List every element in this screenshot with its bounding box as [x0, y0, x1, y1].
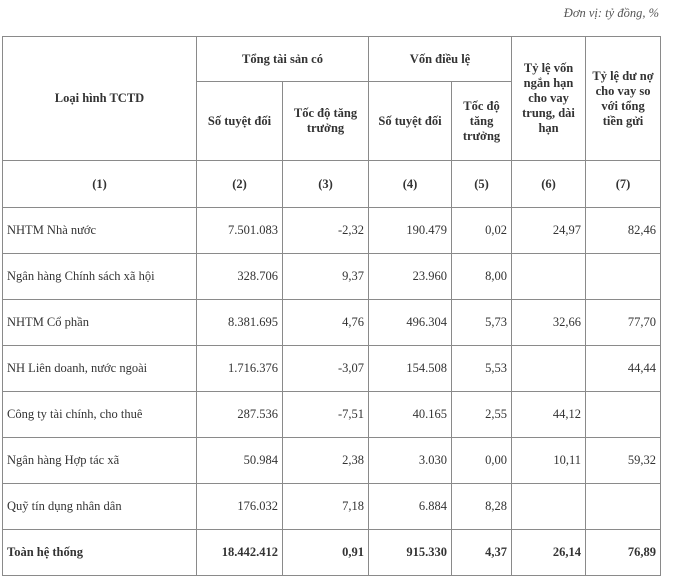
cell: 0,91: [283, 530, 369, 576]
cell: 4,37: [452, 530, 512, 576]
cell: [512, 254, 586, 300]
cell: 915.330: [369, 530, 452, 576]
cell: 59,32: [586, 438, 661, 484]
header-ratio-loans-deposits: Tỷ lệ dư nợ cho vay so với tổng tiền gửi: [586, 37, 661, 161]
cell: 32,66: [512, 300, 586, 346]
cell: 40.165: [369, 392, 452, 438]
table-row: [3, 300, 661, 346]
cell: 24,97: [512, 208, 586, 254]
cell: 5,53: [452, 346, 512, 392]
column-index: (4): [369, 161, 452, 208]
cell: 6.884: [369, 484, 452, 530]
table-row: [3, 484, 661, 530]
credit-institutions-table: [2, 36, 661, 576]
cell: 328.706: [197, 254, 283, 300]
cell: 77,70: [586, 300, 661, 346]
header-charter-capital: Vốn điều lệ: [369, 37, 512, 82]
cell: 3.030: [369, 438, 452, 484]
cell: -3,07: [283, 346, 369, 392]
cell: 10,11: [512, 438, 586, 484]
cell: 82,46: [586, 208, 661, 254]
header-absolute: Số tuyệt đối: [369, 82, 452, 161]
cell: 190.479: [369, 208, 452, 254]
header-total-assets: Tổng tài sản có: [197, 37, 369, 82]
cell: 0,00: [452, 438, 512, 484]
cell: 287.536: [197, 392, 283, 438]
row-name: Công ty tài chính, cho thuê: [3, 392, 197, 438]
column-index: (6): [512, 161, 586, 208]
column-index: (5): [452, 161, 512, 208]
table-row: [3, 346, 661, 392]
cell: 1.716.376: [197, 346, 283, 392]
cell: 2,38: [283, 438, 369, 484]
header-absolute: Số tuyệt đối: [197, 82, 283, 161]
column-index-row: [3, 161, 661, 208]
table-row: [3, 438, 661, 484]
row-name: NHTM Nhà nước: [3, 208, 197, 254]
table-row: [3, 254, 661, 300]
cell: -7,51: [283, 392, 369, 438]
row-name: Toàn hệ thống: [3, 530, 197, 576]
cell: [586, 484, 661, 530]
cell: 8.381.695: [197, 300, 283, 346]
cell: 176.032: [197, 484, 283, 530]
row-name: Ngân hàng Chính sách xã hội: [3, 254, 197, 300]
row-name: Quỹ tín dụng nhân dân: [3, 484, 197, 530]
cell: 44,12: [512, 392, 586, 438]
cell: 0,02: [452, 208, 512, 254]
cell: [512, 484, 586, 530]
cell: 8,28: [452, 484, 512, 530]
cell: 8,00: [452, 254, 512, 300]
table-row: [3, 392, 661, 438]
cell: 154.508: [369, 346, 452, 392]
row-name: NH Liên doanh, nước ngoài: [3, 346, 197, 392]
column-index: (1): [3, 161, 197, 208]
cell: [586, 254, 661, 300]
table-row: [3, 208, 661, 254]
row-name: NHTM Cổ phần: [3, 300, 197, 346]
row-name: Ngân hàng Hợp tác xã: [3, 438, 197, 484]
unit-note: Đơn vị: tỷ đồng, %: [563, 6, 659, 20]
cell: 44,44: [586, 346, 661, 392]
column-index: (3): [283, 161, 369, 208]
cell: 7,18: [283, 484, 369, 530]
cell: 18.442.412: [197, 530, 283, 576]
header-type: Loại hình TCTD: [3, 37, 197, 161]
cell: 2,55: [452, 392, 512, 438]
cell: 4,76: [283, 300, 369, 346]
cell: 5,73: [452, 300, 512, 346]
cell: 9,37: [283, 254, 369, 300]
header-growth-rate: Tốc độ tăng trưởng: [283, 82, 369, 161]
cell: 50.984: [197, 438, 283, 484]
cell: 76,89: [586, 530, 661, 576]
cell: 26,14: [512, 530, 586, 576]
column-index: (2): [197, 161, 283, 208]
cell: [586, 392, 661, 438]
cell: 7.501.083: [197, 208, 283, 254]
cell: -2,32: [283, 208, 369, 254]
column-index: (7): [586, 161, 661, 208]
header-growth-rate: Tốc độ tăng trưởng: [452, 82, 512, 161]
cell: [512, 346, 586, 392]
total-row: [3, 530, 661, 576]
cell: 23.960: [369, 254, 452, 300]
cell: 496.304: [369, 300, 452, 346]
header-ratio-short-term: Tỷ lệ vốn ngắn hạn cho vay trung, dài hạn: [512, 37, 586, 161]
